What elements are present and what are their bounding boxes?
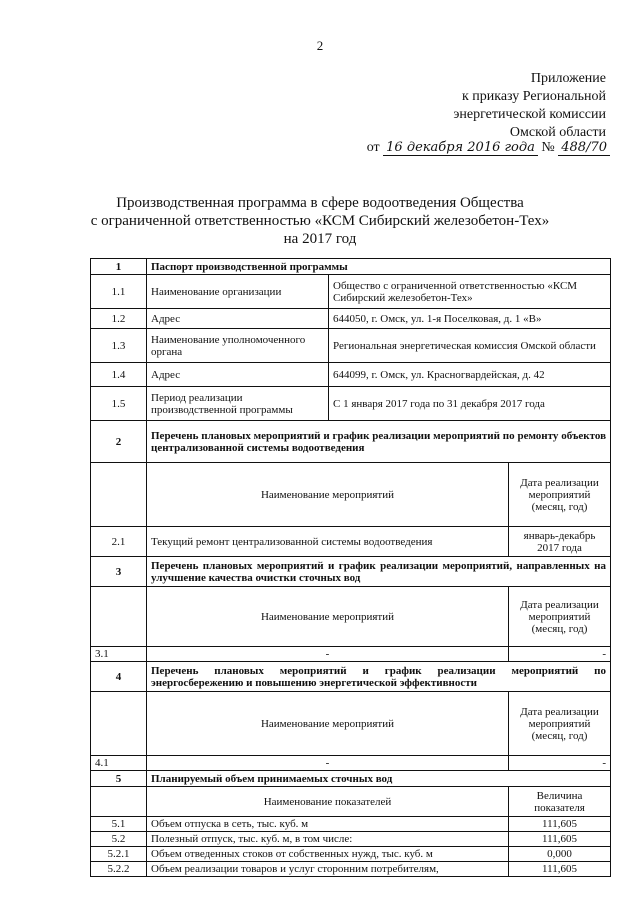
row-name: Текущий ремонт централизованной системы водоотведения: [147, 527, 509, 557]
column-header-value: Величина показателя: [509, 787, 611, 817]
order-prefix: от: [366, 140, 380, 155]
row-value: С 1 января 2017 года по 31 декабря 2017 года: [329, 387, 611, 421]
column-header-row: [91, 587, 611, 647]
table-row: [91, 329, 611, 363]
empty-cell: [91, 787, 147, 817]
row-number: 1.3: [91, 329, 147, 363]
column-header-date: Дата реализации мероприятий (месяц, год): [509, 463, 611, 527]
section-header-row: [91, 557, 611, 587]
section-header-row: [91, 662, 611, 692]
title-line: Производственная программа в сфере водоотведения Общества: [116, 195, 524, 211]
column-header-row: [91, 787, 611, 817]
column-header-name: Наименование мероприятий: [147, 587, 509, 647]
row-number: 5.2.2: [91, 862, 147, 877]
section-number: 2: [91, 421, 147, 463]
row-number: 5.2.1: [91, 847, 147, 862]
table-row: [91, 647, 611, 662]
table-row: [91, 817, 611, 832]
section-number: 4: [91, 662, 147, 692]
empty-cell: [91, 463, 147, 527]
row-value: 0,000: [509, 847, 611, 862]
row-value: Региональная энергетическая комиссия Омской области: [329, 329, 611, 363]
empty-cell: [91, 587, 147, 647]
section-title: Паспорт производственной программы: [147, 259, 611, 275]
row-value: 111,605: [509, 817, 611, 832]
row-date: -: [509, 647, 611, 662]
row-name: -: [147, 647, 509, 662]
title-line: с ограниченной ответственностью «КСМ Сибирский железобетон-Тех»: [90, 213, 550, 229]
column-header-date: Дата реализации мероприятий (месяц, год): [509, 587, 611, 647]
section-title: Планируемый объем принимаемых сточных вод: [147, 771, 611, 787]
row-name: Объем отпуска в сеть, тыс. куб. м: [147, 817, 509, 832]
table-row: [91, 832, 611, 847]
row-date: январь-декабрь 2017 года: [509, 527, 611, 557]
section-title: Перечень плановых мероприятий и график реализации мероприятий по ремонту объектов централизованной системы водоотведения: [147, 421, 611, 463]
row-number: 5.1: [91, 817, 147, 832]
row-number: 1.2: [91, 309, 147, 329]
table-row: [91, 847, 611, 862]
row-value: 644050, г. Омск, ул. 1-я Поселковая, д. 1 «В»: [329, 309, 611, 329]
section-header-row: [91, 421, 611, 463]
appendix-block: [453, 70, 606, 142]
page-number: 2: [316, 38, 324, 53]
production-program-table: [90, 258, 611, 877]
appendix-line: энергетической комиссии: [453, 107, 606, 122]
row-name: Объем отведенных стоков от собственных нужд, тыс. куб. м: [147, 847, 509, 862]
column-header-name: Наименование показателей: [147, 787, 509, 817]
row-name: Объем реализации товаров и услуг сторонним потребителям,: [147, 862, 509, 877]
section-number: 1: [91, 259, 147, 275]
order-number-label: №: [541, 140, 555, 155]
column-header-name: Наименование мероприятий: [147, 463, 509, 527]
row-label: Период реализации производственной программы: [147, 387, 329, 421]
section-title: Перечень плановых мероприятий и график реализации мероприятий, направленных на улучшение качества очистки сточных вод: [147, 557, 611, 587]
row-value: 644099, г. Омск, ул. Красногвардейская, д. 42: [329, 363, 611, 387]
row-number: 4.1: [91, 756, 147, 771]
column-header-name: Наименование мероприятий: [147, 692, 509, 756]
row-label: Адрес: [147, 363, 329, 387]
row-number: 5.2: [91, 832, 147, 847]
appendix-line: Омской области: [509, 125, 606, 140]
column-header-date: Дата реализации мероприятий (месяц, год): [509, 692, 611, 756]
order-date: 16 декабря 2016 года: [383, 140, 538, 156]
row-label: Наименование организации: [147, 275, 329, 309]
section-number: 3: [91, 557, 147, 587]
row-value: Общество с ограниченной ответственностью «КСМ Сибирский железобетон-Тех»: [329, 275, 611, 309]
row-date: -: [509, 756, 611, 771]
row-number: 1.1: [91, 275, 147, 309]
appendix-line: Приложение: [530, 71, 606, 86]
row-name: -: [147, 756, 509, 771]
table-row: [91, 387, 611, 421]
row-number: 1.4: [91, 363, 147, 387]
row-number: 3.1: [91, 647, 147, 662]
row-label: Наименование уполномоченного органа: [147, 329, 329, 363]
table-row: [91, 309, 611, 329]
order-number: 488/70: [558, 140, 610, 156]
appendix-line: к приказу Региональной: [461, 89, 606, 104]
section-header-row: [91, 771, 611, 787]
row-name: Полезный отпуск, тыс. куб. м, в том числе:: [147, 832, 509, 847]
row-number: 1.5: [91, 387, 147, 421]
row-value: 111,605: [509, 832, 611, 847]
section-header-row: [91, 259, 611, 275]
order-reference: [367, 140, 610, 156]
table-row: [91, 862, 611, 877]
table-row: [91, 527, 611, 557]
empty-cell: [91, 692, 147, 756]
row-label: Адрес: [147, 309, 329, 329]
column-header-row: [91, 463, 611, 527]
column-header-row: [91, 692, 611, 756]
table-row: [91, 275, 611, 309]
section-title: Перечень плановых мероприятий и график реализации мероприятий по энергосбережению и повышению энергетической эффективности: [147, 662, 611, 692]
table-row: [91, 363, 611, 387]
title-line: на 2017 год: [283, 231, 357, 247]
table-row: [91, 756, 611, 771]
row-number: 2.1: [91, 527, 147, 557]
row-value: 111,605: [509, 862, 611, 877]
section-number: 5: [91, 771, 147, 787]
document-title: [40, 194, 600, 248]
